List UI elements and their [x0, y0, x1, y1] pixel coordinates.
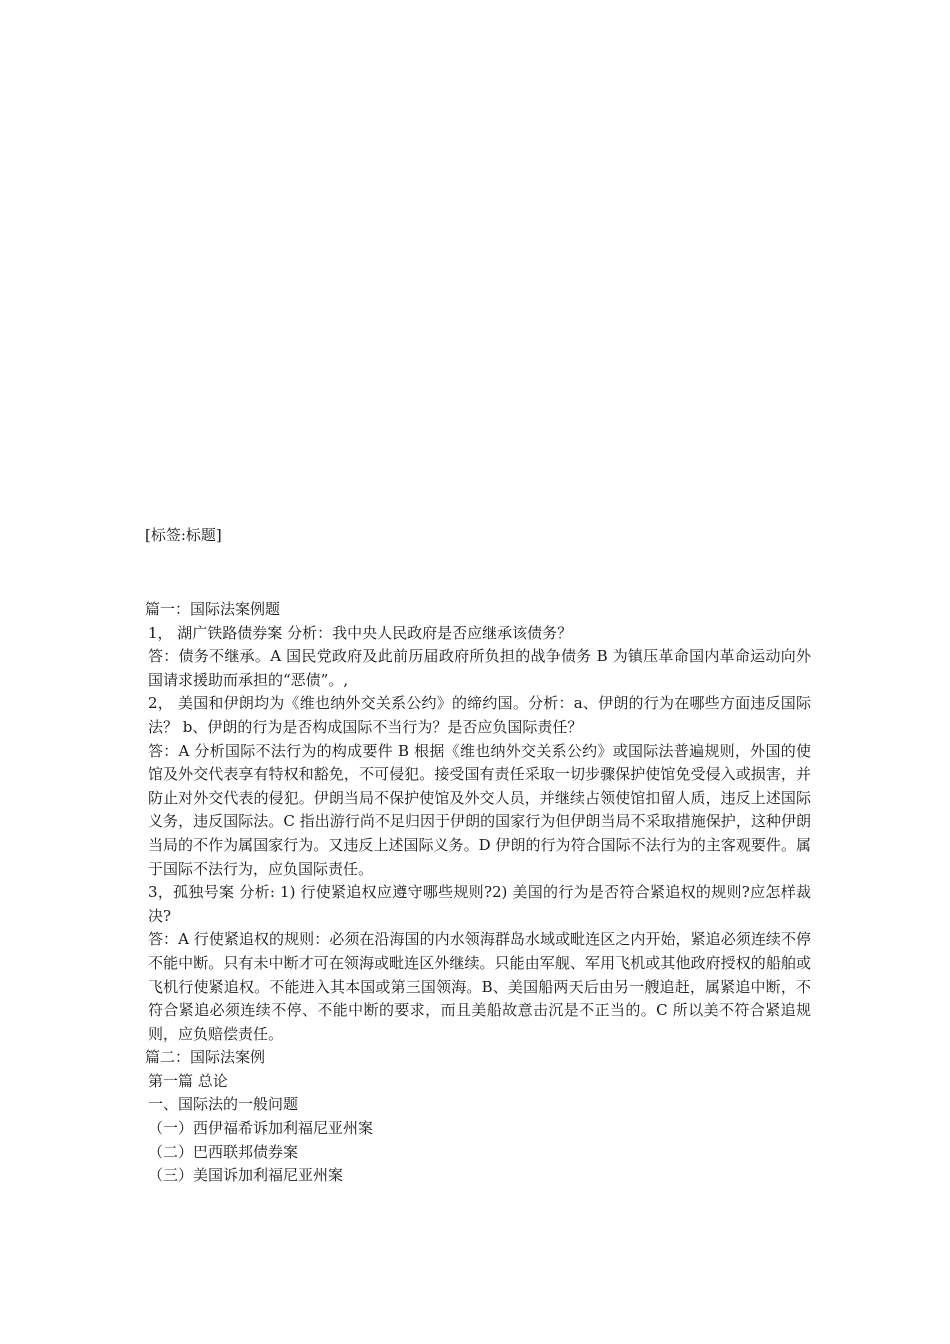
tag-line: [标签:标题]: [145, 526, 222, 544]
list-item: （一）西伊福希诉加利福尼亚州案: [148, 1119, 374, 1138]
case-2-answer: 答：A 分析国际不法行为的构成要件 B 根据《维也纳外交关系公约》或国际法普遍规则，外国的使馆及外交代表享有特权和豁免，不可侵犯。接受国有责任采取一切步骤保护使馆免受侵入或损害，并防止对外交代表的侵犯。伊朗当局不保护使馆及外交人员，并继续占领使馆扣留人质，违反上述国际义务，违反国际法。C 指出游行尚不足归因于伊朗的国家行为但伊朗当局不采取措施保护，这种伊朗当局的不作为属国家行为。又违反上述国际义务。D 伊朗的行为符合国际不法行为的主客观要件。属于国际不法行为，应负国际责任。: [148, 741, 811, 878]
part-heading: 第一篇 总论: [148, 1071, 228, 1090]
case-1-answer: 答：债务不继承。A 国民党政府及此前历届政府所负担的战争债务 B 为镇压革命国内革命运动向外国请求援助而承担的“恶债”。,: [148, 647, 811, 689]
section-heading-2: 篇二：国际法案例: [145, 1048, 266, 1067]
case-1-question: 1， 湖广铁路债券案 分析：我中央人民政府是否应继承该债务？: [148, 623, 573, 642]
case-3-answer: 答：A 行使紧追权的规则：必须在沿海国的内水领海群岛水域或毗连区之内开始，紧追必须连续不停不能中断。只有未中断才可在领海或毗连区外继续。只能由军舰、军用飞机或其他政府授权的船舶或飞机行使紧追权。不能进入其本国或第三国领海。B、美国船两天后由另一艘追赶，属紧追中断，不符合紧追必须连续不停、不能中断的要求，而且美船故意击沉是不正当的。C 所以美不符合紧追规则，应负赔偿责任。: [148, 930, 811, 1043]
list-item: （三）美国诉加利福尼亚州案: [148, 1166, 344, 1185]
document-body: [145, 598, 811, 1188]
section-heading-1: 篇一：国际法案例题: [145, 600, 281, 618]
list-item: （二）巴西联邦债券案: [148, 1142, 299, 1161]
chapter-heading: 一、国际法的一般问题: [148, 1095, 299, 1114]
case-2-question: 2， 美国和伊朗均为《维也纳外交关系公约》的缔约国。分析：a、伊朗的行为在哪些方面违反国际法？ b、伊朗的行为是否构成国际不当行为？是否应负国际责任？: [148, 694, 811, 736]
case-3-question: 3，孤独号案 分析: 1) 行使紧追权应遵守哪些规则?2) 美国的行为是否符合紧追权的规则?应怎样裁决?: [148, 883, 811, 925]
